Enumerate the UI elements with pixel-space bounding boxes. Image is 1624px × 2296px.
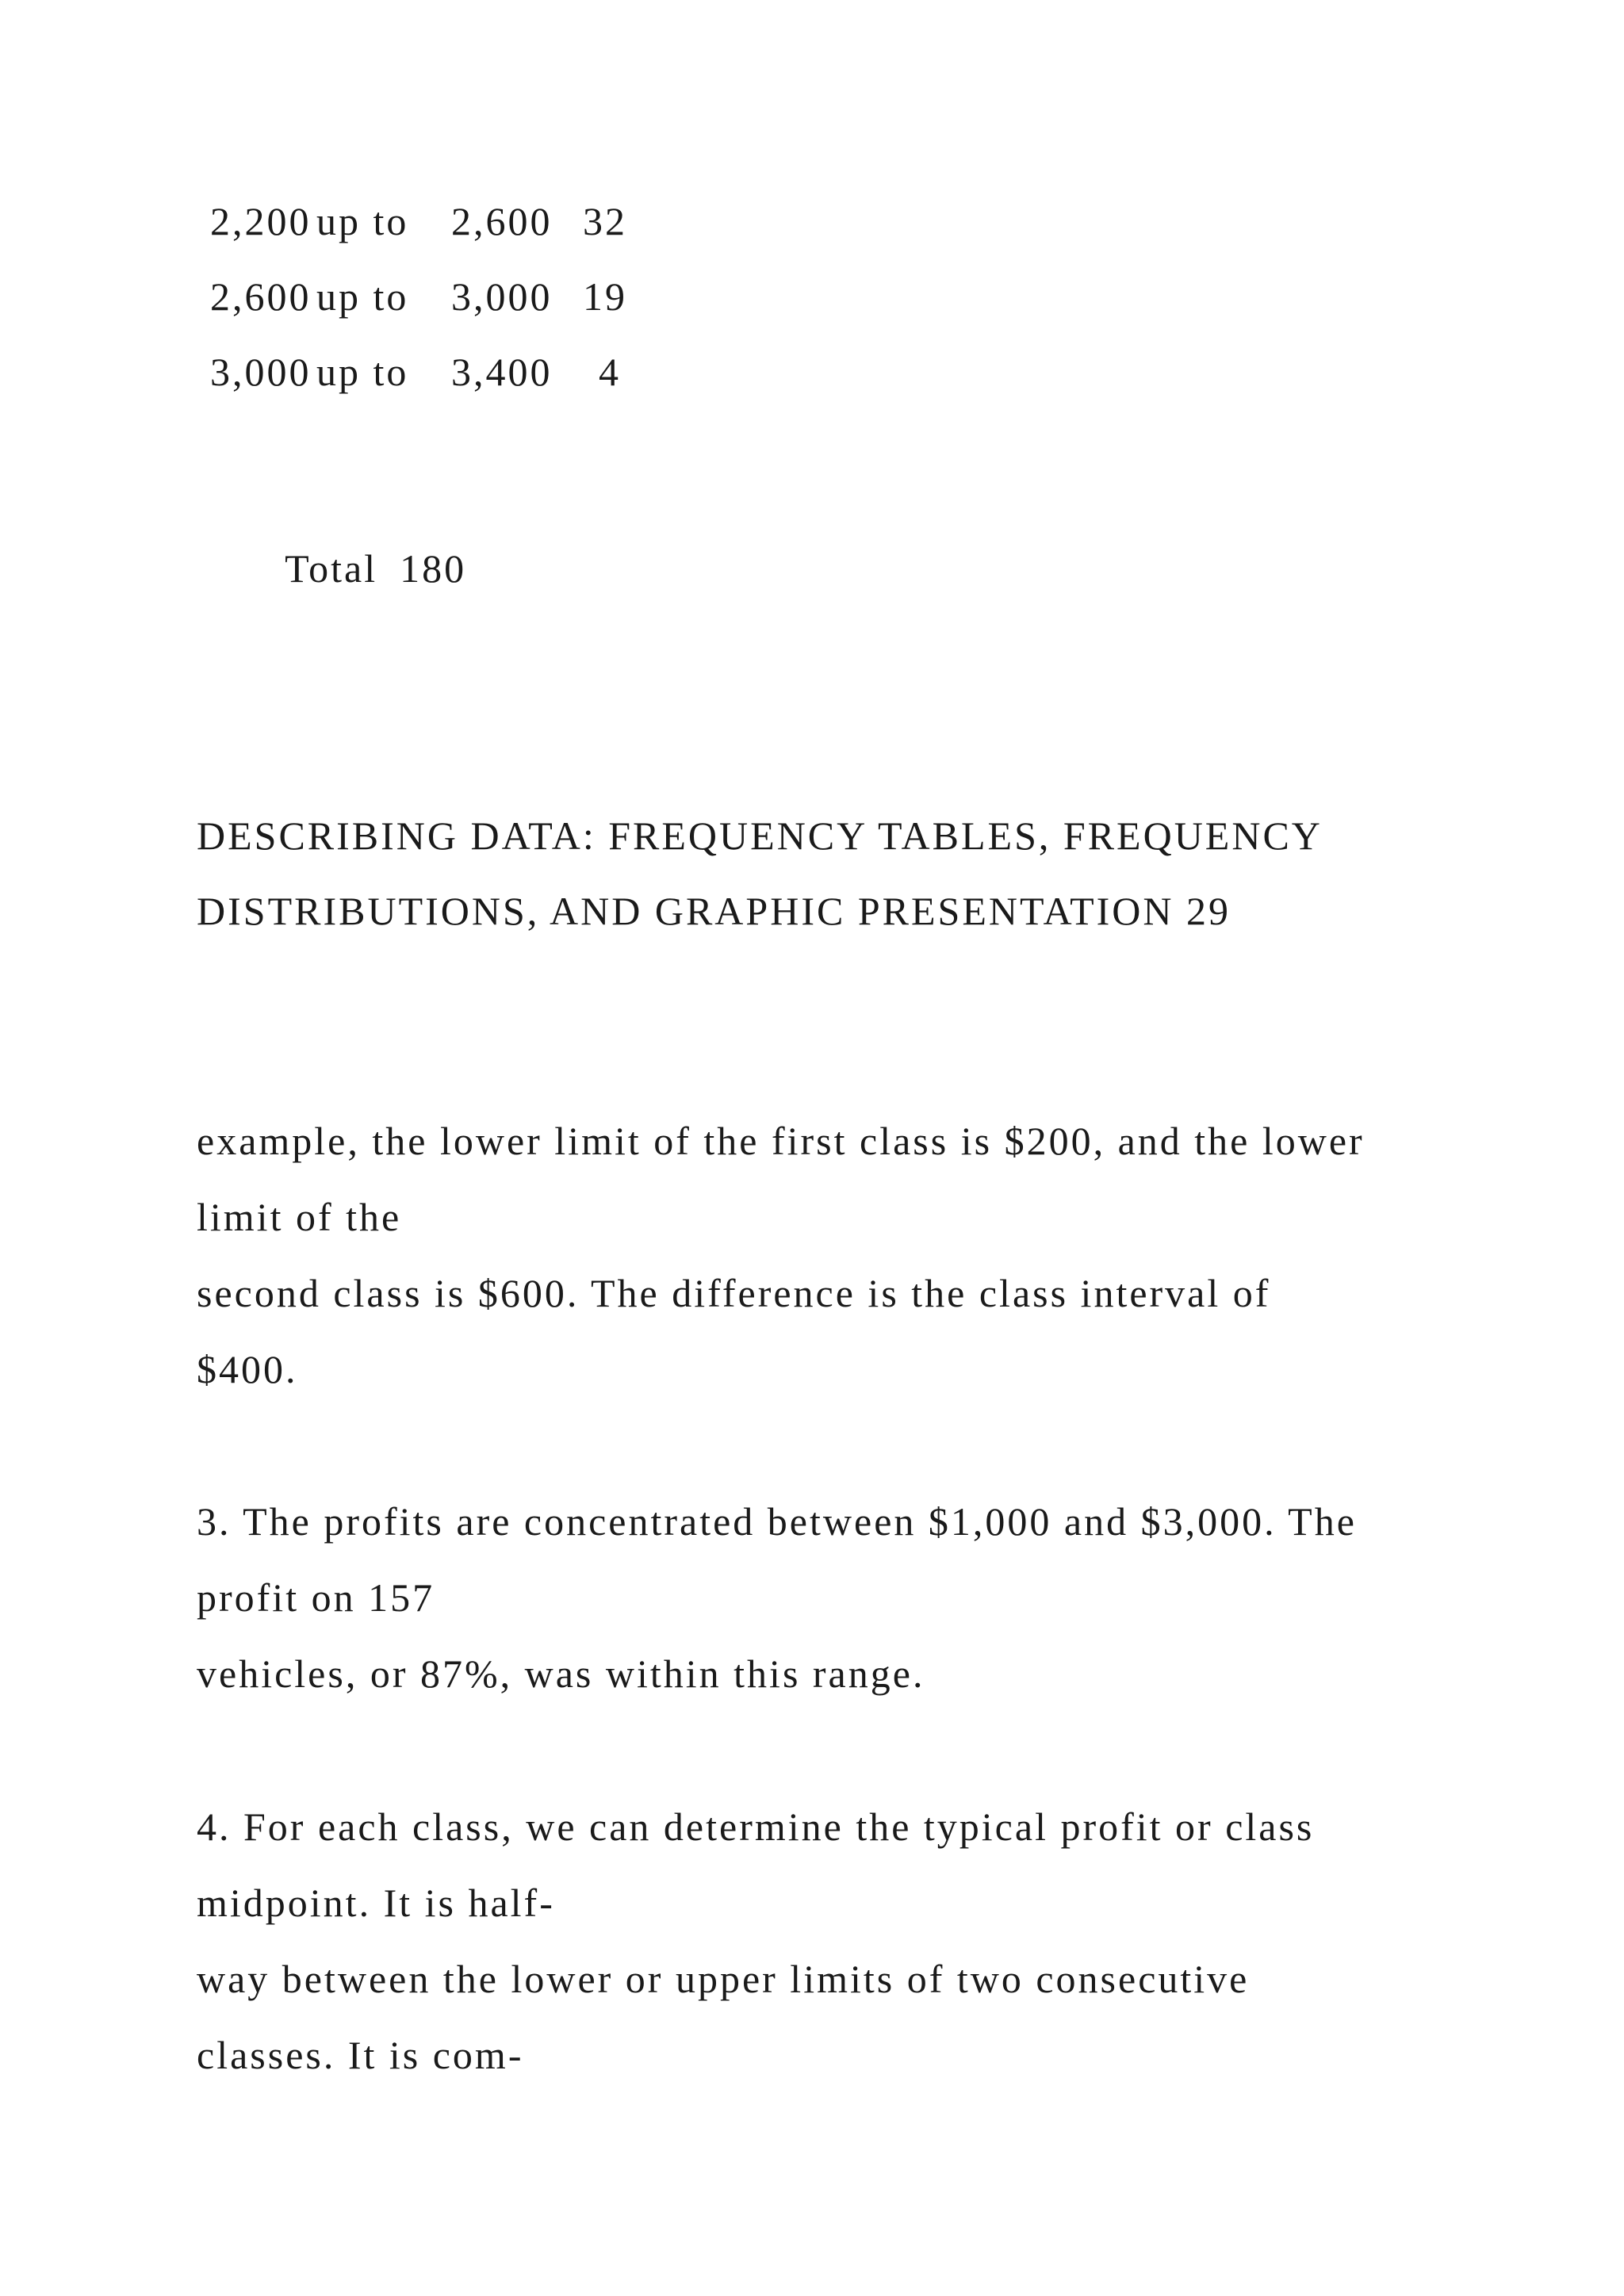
class-lower-limit: 2,200 [210,199,312,243]
class-frequency: 32 [583,199,627,243]
table-row [210,198,627,246]
section-heading-line: DESCRIBING DATA: FREQUENCY TABLES, FREQUENCY [197,813,1323,858]
body-text-line: 3. The profits are concentrated between $1,000 and $3,000. The [197,1499,1357,1544]
class-up-to: up to [316,350,409,394]
body-text-line: vehicles, or 87%, was within this range. [197,1651,925,1696]
body-text-line: example, the lower limit of the first class is $200, and the lower [197,1119,1365,1163]
total-row [236,499,488,637]
body-text-line: classes. It is com- [197,2033,524,2077]
body-text-line: 4. For each class, we can determine the typical profit or class [197,1804,1315,1849]
body-text-line: $400. [197,1347,298,1391]
class-frequency: 4 [599,350,621,394]
section-heading-line: DISTRIBUTIONS, AND GRAPHIC PRESENTATION 29 [197,889,1231,933]
body-text-line: second class is $600. The difference is the class interval of [197,1271,1271,1315]
table-row [210,274,627,321]
class-frequency: 19 [583,274,627,319]
class-up-to: up to [316,199,409,243]
class-upper-limit: 3,000 [451,274,553,319]
body-text-line: limit of the [197,1195,402,1239]
total-label: Total [285,546,378,591]
body-text-line: way between the lower or upper limits of two consecutive [197,1957,1250,2001]
table-row [210,349,621,396]
class-lower-limit: 3,000 [210,350,312,394]
class-up-to: up to [316,274,409,319]
body-text-line: midpoint. It is half- [197,1881,555,1925]
class-lower-limit: 2,600 [210,274,312,319]
body-text-line: profit on 157 [197,1575,435,1620]
class-upper-limit: 3,400 [451,350,553,394]
total-value: 180 [400,546,467,591]
class-upper-limit: 2,600 [451,199,553,243]
